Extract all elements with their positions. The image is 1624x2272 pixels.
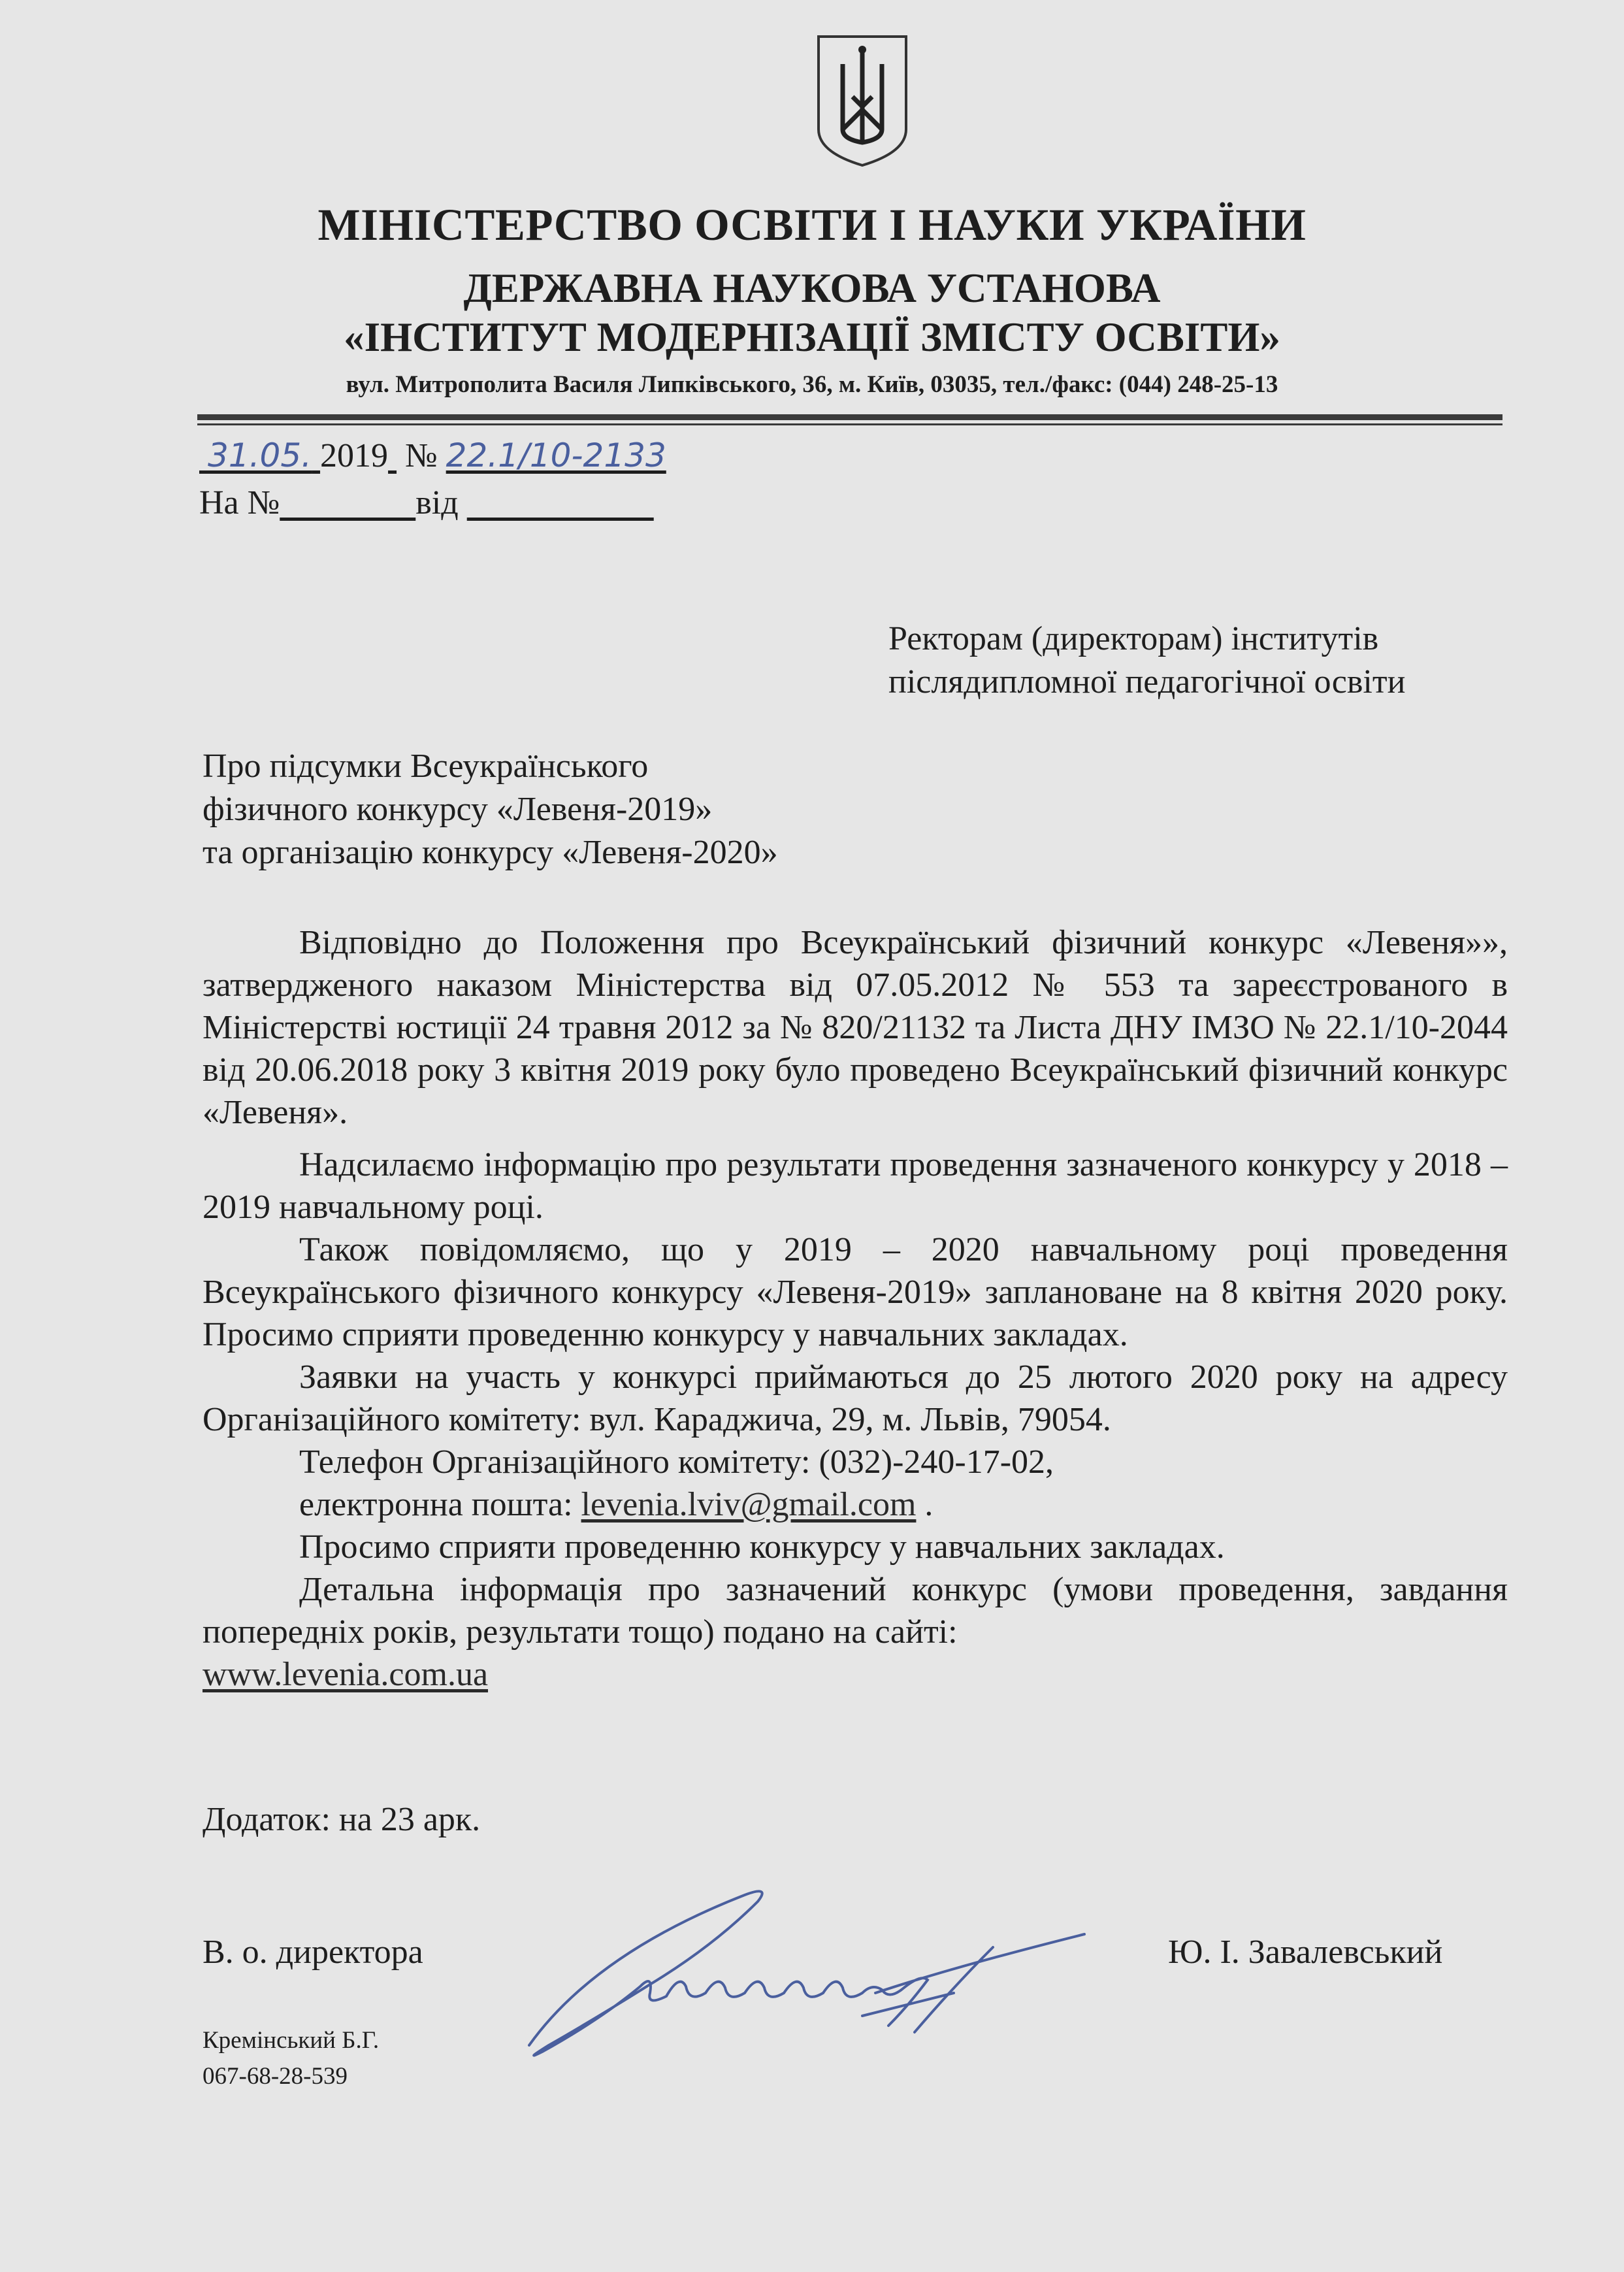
addressee-line: післядипломної педагогічної освіти	[888, 663, 1406, 700]
signatory-role: В. о. директора	[203, 1934, 423, 1971]
body-paragraph: Також повідомляємо, що у 2019 – 2020 навчальному році проведення Всеукраїнського фізичного конкурсу «Левеня-2019» заплановане на 8 квітня 2020 року. Просимо сприяти проведенню конкурсу у навчальних закладах.	[203, 1231, 1508, 1353]
addressee-block	[888, 617, 1405, 704]
website-text: Детальна інформація про зазначений конкурс (умови проведення, завдання попередніх років, результати тощо) подано на сайті:	[203, 1571, 1508, 1651]
executor-name: Кремінський Б.Г.	[203, 2027, 380, 2054]
website-link[interactable]: www.levenia.com.ua	[203, 1656, 489, 1693]
subject-line: та організацію конкурсу «Левеня-2020»	[203, 834, 778, 871]
email-link[interactable]: levenia.lviv@gmail.com	[581, 1486, 917, 1523]
email-line	[299, 1483, 933, 1526]
header-rule-thin	[197, 423, 1502, 425]
reference-year: 2019	[320, 437, 389, 474]
subject-line: фізичного конкурсу «Левеня-2019»	[203, 791, 713, 828]
addressee-line: Ректорам (директорам) інститутів	[888, 620, 1379, 657]
header-address: вул. Митрополита Василя Липківського, 36, м. Київ, 03035, тел./факс: (044) 248-25-13	[346, 371, 1278, 398]
incoming-reference	[199, 484, 654, 522]
institution-title: ДЕРЖАВНА НАУКОВА УСТАНОВА	[463, 265, 1161, 311]
body-paragraph: Заявки на участь у конкурсі приймаються до 25 лютого 2020 року на адресу Організаційного комітету: вул. Караджича, 29, м. Львів, 79054.	[203, 1358, 1508, 1438]
email-suffix: .	[924, 1486, 934, 1523]
number-sign: №	[405, 437, 438, 474]
attachment-note: Додаток: на 23 арк.	[203, 1801, 481, 1838]
header-rule-thick	[197, 414, 1502, 420]
handwritten-date: 31.05.	[208, 436, 312, 474]
subject-block	[203, 745, 778, 874]
outgoing-reference	[199, 436, 666, 475]
body-paragraph: Відповідно до Положення про Всеукраїнський фізичний конкурс «Левеня»», затвердженого наказом Міністерства від 07.05.2012 № 553 та зареєстрованого в Міністерстві юстиції 24 травня 2012 за № 820/21132 та Листа ДНУ ІМЗО № 22.1/10-2044 від 20.06.2018 року 3 квітня 2019 року було проведено Всеукраїнський фізичний конкурс «Левеня».	[203, 924, 1508, 1131]
from-label: від	[415, 484, 459, 521]
subject-line: Про підсумки Всеукраїнського	[203, 748, 649, 785]
executor-phone: 067-68-28-539	[203, 2063, 348, 2090]
executor-block	[203, 2022, 379, 2094]
website-paragraph	[203, 1568, 1508, 1696]
signatory-name: Ю. І. Завалевський	[1168, 1934, 1443, 1971]
body-paragraph: Надсилаємо інформацію про результати проведення зазначеного конкурсу у 2018 – 2019 навчальному році.	[203, 1146, 1508, 1226]
handwritten-number: 22.1/10-2133	[446, 436, 666, 474]
institute-title: «ІНСТИТУТ МОДЕРНІЗАЦІЇ ЗМІСТУ ОСВІТИ»	[344, 314, 1280, 360]
phone-line: Телефон Організаційного комітету: (032)-240-17-02,	[299, 1443, 1054, 1481]
email-label: електронна пошта:	[299, 1486, 573, 1523]
body-paragraph: Просимо сприяти проведенню конкурсу у навчальних закладах.	[299, 1528, 1225, 1566]
handwritten-signature	[496, 1875, 1137, 2078]
coat-of-arms-icon	[813, 31, 911, 169]
on-label: На №	[199, 484, 280, 521]
ministry-title: МІНІСТЕРСТВО ОСВІТИ І НАУКИ УКРАЇНИ	[317, 200, 1307, 250]
